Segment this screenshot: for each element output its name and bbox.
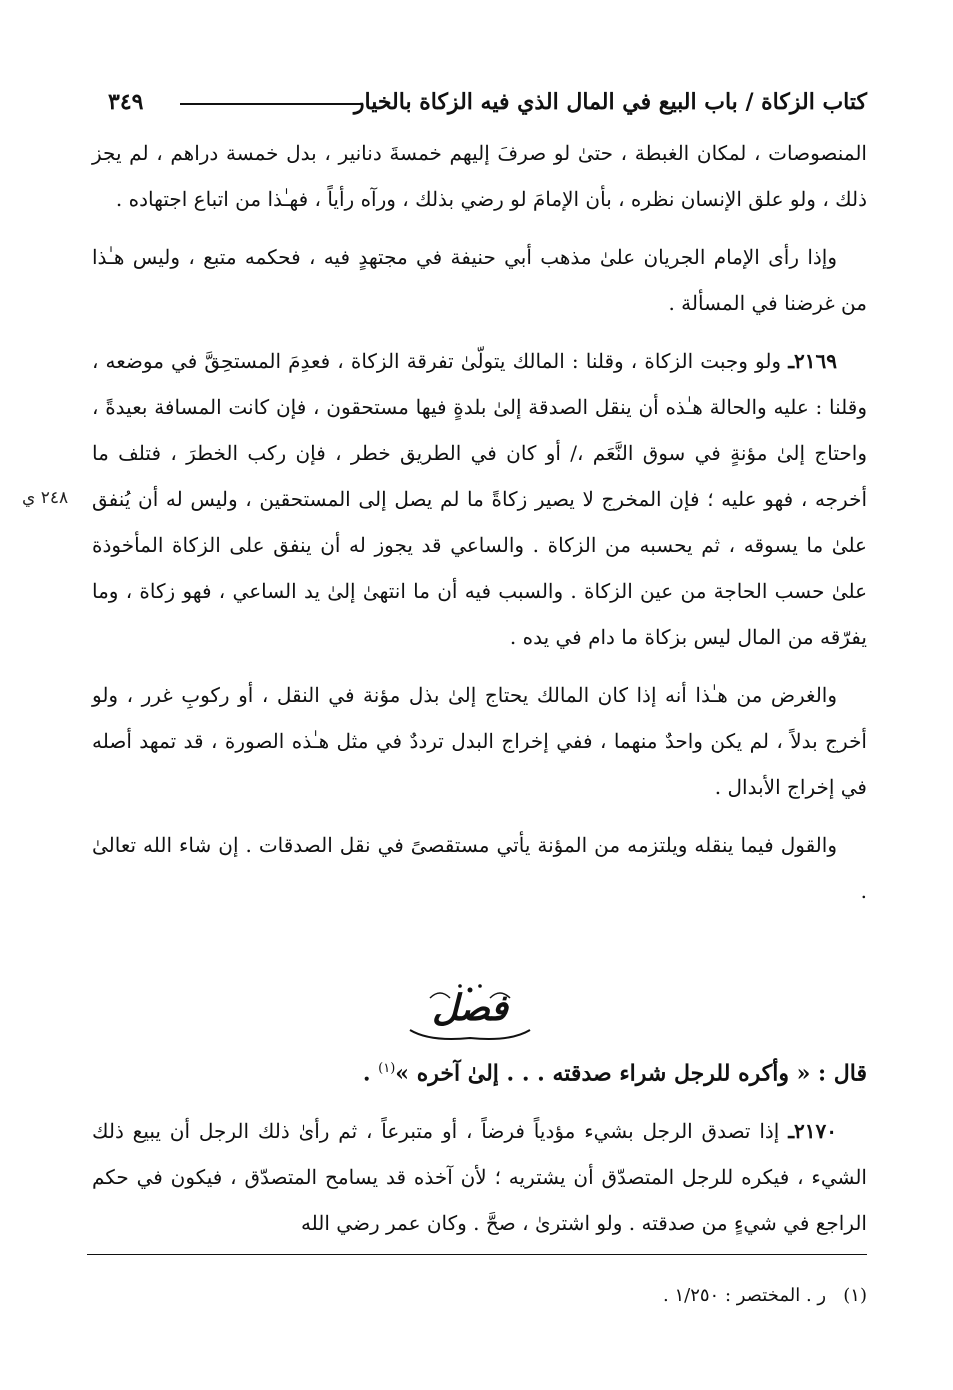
quoted-statement: قال : « وأكره للرجل شراء صدقته . . . إلىٰ آخره »$^{(١)}$ .	[362, 1060, 867, 1087]
paragraph-text: إذا تصدق الرجل بشيء مؤدياً فرضاً ، أو متبرعاً ، ثم رأىٰ ذلك الرجل أن يبيع ذلك الشيء ، فيكره للرجل المتصدّق أن يشتريه ؛ لأن آخذه قد يسامح المتصدّق ، فيكون في حكم الراجع في شيءٍ من صدقته . ولو اشترىٰ ، صحَّ . وكان عمر رضي الله	[92, 1119, 867, 1235]
running-header	[100, 82, 867, 122]
paragraph-text: والقول فيما ينقله ويلتزمه من المؤنة يأتي مستقصىً في نقل الصدقات . إن شاء الله تعالىٰ .	[92, 833, 867, 903]
paragraph-1	[92, 130, 867, 222]
quoted-statement-text: قال : « وأكره للرجل شراء صدقته . . . إلىٰ آخره »	[395, 1060, 867, 1087]
paragraph-3	[92, 338, 867, 660]
margin-page-reference: ٢٤٨ ي	[22, 488, 69, 508]
paragraph-6	[92, 1108, 867, 1246]
paragraph-4	[92, 672, 867, 810]
paragraph-2	[92, 234, 867, 326]
header-rule	[180, 103, 362, 105]
main-text	[92, 130, 867, 926]
main-text-continued	[92, 1108, 867, 1258]
paragraph-text: ولو وجبت الزكاة ، وقلنا : المالك يتولّىٰ تفرقة الزكاة ، فعدِمَ المستحِقَّ في موضعه ، وقلنا : عليه والحالة هـٰذه أن ينقل الصدقة إلىٰ بلدةٍ فيها مستحقون ، فإن كانت المسافة بعيدةً ، واحتاج إلىٰ مؤنةٍ في سوق النَّعَم ،/ أو كان في الطريق خطر ، فإن ركب الخطرَ ، فتلف ما أخرجه ، فهو عليه ؛ فإن المخرج لا يصير زكاةً ما لم يصل إلى المستحقين ، وليس له أن يُنفق علىٰ ما يسوقه ، ثم يحسبه من الزكاة . والساعي قد يجوز له أن ينفق على الزكاة المأخوذة علىٰ حسب الحاجة من عين الزكاة . والسبب فيه أن ما انتهىٰ إلىٰ يد الساعي ، فهو زكاة ، وما يفرّقه من المال ليس بزكاة ما دام في يده .	[92, 349, 867, 649]
paragraph-number: ٢١٦٩ـ	[788, 349, 838, 373]
footnote-mark: (١)	[843, 1285, 867, 1306]
paragraph-text: المنصوصات ، لمكان الغبطة ، حتىٰ لو صرفَ إليهم خمسةَ دنانير ، بدل خمسة دراهم ، لم يجز ذلك ، ولو علق الإنسان نظره ، بأن الإمامَ لو رضي بذلك ، ورآه رأياً ، فهـٰذا من اتباع اجتهاده .	[92, 141, 867, 211]
paragraph-5	[92, 822, 867, 914]
paragraph-text: وإذا رأى الإمام الجريان علىٰ مذهب أبي حنيفة في مجتهدٍ فيه ، فحكمه متبع ، وليس هـٰذا من غرضنا في المسألة .	[92, 245, 867, 315]
footnote-reference: (١)	[378, 1061, 396, 1076]
page-number: ٣٤٩	[108, 89, 144, 115]
header-title: كتاب الزكاة / باب البيع في المال الذي فيه الزكاة بالخيار	[353, 89, 867, 115]
paragraph-number: ٢١٧٠ـ	[788, 1119, 838, 1143]
footnote-text: ر . المختصر : ١/٢٥٠ .	[663, 1285, 827, 1306]
footnote	[663, 1282, 867, 1310]
section-heading-ornament	[390, 978, 550, 1048]
paragraph-text: والغرض من هـٰذا أنه إذا كان المالك يحتاج إلىٰ بذل مؤنة في النقل ، أو ركوبِ غرر ، ولو أخرج بدلاً ، لم يكن واحدٌ منهما ، ففي إخراج البدل ترددٌ في مثل هـٰذه الصورة ، قد تمهد أصله في إخراج الأبدال .	[92, 683, 867, 799]
section-heading: فصل	[432, 987, 508, 1029]
footnote-rule	[87, 1254, 867, 1255]
